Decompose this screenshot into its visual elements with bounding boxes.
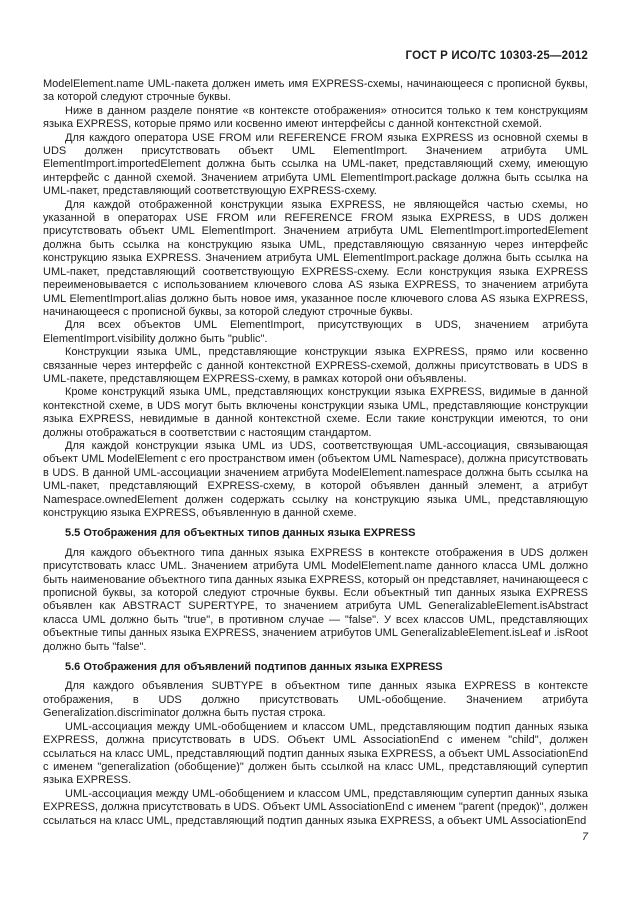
page-number: 7 bbox=[581, 830, 588, 843]
body-paragraph: Ниже в данном разделе понятие «в контексте отображения» относится только к тем конструкциям языка EXPRESS, которые прямо или косвенно имеют интерфейсы с данной контекстной схемой. bbox=[43, 104, 588, 131]
page-body bbox=[43, 78, 588, 844]
body-paragraph: Конструкции языка UML, представляющие конструкции языка EXPRESS, прямо или косвенно связанные через интерфейс с данной контекстной EXPRESS-схемой, должны присутствовать в UDS в UML-пакете, представляющем EXPRESS-схему, в рамках которой они объявлены. bbox=[43, 346, 588, 385]
body-paragraph: UML-ассоциация между UML-обобщением и классом UML, представляющим подтип данных языка EXPRESS, должна присутствовать в UDS. Объект UML AssociationEnd с именем "child", должен ссылаться на класс UML, представляющий подтип данных языка EXPRESS, а объект UML AssociationEnd с именем "generalization (обобщение)" должен быть ссылкой на класс UML, представляющий супертип языка EXPRESS. bbox=[43, 720, 588, 787]
section-heading-5-5: 5.5 Отображения для объектных типов данных языка EXPRESS bbox=[65, 527, 416, 540]
body-paragraph: Для каждой отображенной конструкции языка EXPRESS, не являющейся частью схемы, но указанной в операторах USE FROM или REFERENCE FROM языка EXPRESS, в UDS должен присутствовать объект UML ElementImport. Значением атрибута UML ElementImport.importedElement должна быть ссылка на конструкцию языка UML, представляющую связанную через интерфейс конструкцию языка EXPRESS. Значением атрибута UML ElementImport.package должна быть ссылка на UML-пакет, представляющий соответствующую EXPRESS-схему. Если конструкция языка EXPRESS переименовывается с использованием ключевого слова AS языка EXPRESS, то значением атрибута UML ElementImport.alias должно быть новое имя, указанное после ключевого слова AS языка EXPRESS, начинающееся с прописной буквы, за которой следуют строчные буквы. bbox=[43, 198, 588, 318]
body-paragraph: UML-ассоциация между UML-обобщением и классом UML, представляющим супертип данных языка EXPRESS, должна присутствовать в UDS. Объект UML AssociationEnd с именем "parent (предок)", должен ссылаться на класс UML, представляющий подтип данных языка EXPRESS, а объект UML AssociationEnd bbox=[43, 787, 588, 827]
body-paragraph: ModelElement.name UML-пакета должен иметь имя EXPRESS-схемы, начинающееся с прописной буквы, за которой следуют строчные буквы. bbox=[43, 78, 588, 104]
body-paragraph: Для каждой конструкции языка UML из UDS, соответствующая UML-ассоциация, связывающая объект UML ModelElement с его пространством имен (объектом UML Namespace), должна присутствовать в UDS. В данной UML-ассоциации значением атрибута ModelElement.namespace должна быть ссылка на UML-пакет, представляющий EXPRESS-схему, в которой объявлен данный элемент, а атрибут Namespace.ownedElement должен содержать ссылку на конструкцию языка UML, представляющую конструкцию языка EXPRESS, объявленную в данной схеме. bbox=[43, 439, 588, 519]
body-paragraph: Для каждого объявления SUBTYPE в объектном типе данных языка EXPRESS в контексте отображения, в UDS должно присутствовать UML-обобщение. Значением атрибута Generalization.discriminator должна быть пустая строка. bbox=[43, 680, 588, 720]
running-header-standard-number: ГОСТ Р ИСО/ТС 10303-25—2012 bbox=[405, 50, 588, 62]
body-paragraph: Для каждого объектного типа данных языка EXPRESS в контексте отображения в UDS должен присутствовать класс UML. Значением атрибута UML ModelElement.name данного класса UML должно быть наименование объектного типа данных языка EXPRESS, который он представляет, начинающееся с прописной буквы, за которой следуют строчные буквы. Если объектный тип данных языка EXPRESS объявлен как ABSTRACT SUPERTYPE, то значением атрибута UML GeneralizableElement.isAbstract класса UML должно быть "true", в противном случае — "false". У всех классов UML, представляющих объектные типы данных языка EXPRESS, значением атрибутов UML GeneralizableElement.isLeaf и .isRoot должно быть "false". bbox=[43, 546, 588, 653]
body-paragraph: Для всех объектов UML ElementImport, присутствующих в UDS, значением атрибута ElementImport.visibility должно быть "public". bbox=[43, 319, 588, 345]
body-paragraph: Кроме конструкций языка UML, представляющих конструкции языка EXPRESS, видимые в данной контекстной схеме, в UDS могут быть включены конструкции языка UML, представляющие конструкции языка EXPRESS, невидимые в данной контекстной схеме. Если такие конструкции имеются, то они должны отображаться в соответствии с настоящим стандартом. bbox=[43, 386, 588, 439]
body-paragraph: Для каждого оператора USE FROM или REFERENCE FROM языка EXPRESS из основной схемы в UDS должен присутствовать объект UML ElementImport. Значением атрибута UML ElementImport.importedElement должна быть ссылка на UML-пакет, представляющий схему, имеющую интерфейс с данной схемой. Значением атрибута UML ElementImport.package должна быть ссылка на UML-пакет, представляющий соответствующую EXPRESS-схему. bbox=[43, 131, 588, 198]
section-heading-5-6: 5.6 Отображения для объявлений подтипов данных языка EXPRESS bbox=[65, 661, 443, 674]
